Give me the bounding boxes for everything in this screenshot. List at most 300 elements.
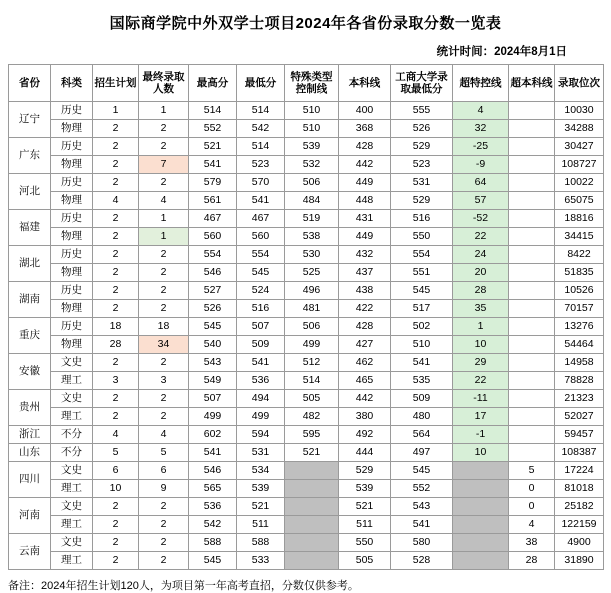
cell-rank: 65075	[555, 192, 604, 210]
cell-special-line: 538	[285, 228, 339, 246]
cell-undergrad-line: 505	[339, 552, 391, 570]
cell-university-min: 552	[391, 480, 453, 498]
cell-final-admitted: 18	[139, 318, 189, 336]
column-header-max-score: 最高分	[189, 65, 237, 102]
cell-rank: 25182	[555, 498, 604, 516]
cell-plan: 2	[93, 210, 139, 228]
cell-university-min: 480	[391, 408, 453, 426]
cell-above-special: 10	[453, 336, 509, 354]
cell-above-special: -11	[453, 390, 509, 408]
cell-undergrad-line: 539	[339, 480, 391, 498]
cell-special-line: 514	[285, 372, 339, 390]
cell-category: 文史	[51, 498, 93, 516]
cell-max-score: 554	[189, 246, 237, 264]
cell-province: 湖北	[9, 246, 51, 282]
cell-above-special	[453, 516, 509, 534]
cell-max-score: 542	[189, 516, 237, 534]
cell-plan: 2	[93, 390, 139, 408]
cell-final-admitted: 2	[139, 120, 189, 138]
cell-province: 山东	[9, 444, 51, 462]
cell-final-admitted: 9	[139, 480, 189, 498]
cell-max-score: 546	[189, 462, 237, 480]
cell-above-undergrad	[509, 444, 555, 462]
cell-above-undergrad: 0	[509, 498, 555, 516]
cell-max-score: 507	[189, 390, 237, 408]
cell-university-min: 550	[391, 228, 453, 246]
cell-above-special: -9	[453, 156, 509, 174]
cell-min-score: 539	[237, 480, 285, 498]
cell-category: 物理	[51, 228, 93, 246]
cell-max-score: 560	[189, 228, 237, 246]
cell-province: 云南	[9, 534, 51, 570]
cell-above-special: 32	[453, 120, 509, 138]
cell-final-admitted: 2	[139, 264, 189, 282]
cell-undergrad-line: 444	[339, 444, 391, 462]
cell-max-score: 514	[189, 102, 237, 120]
cell-final-admitted: 2	[139, 516, 189, 534]
cell-max-score: 527	[189, 282, 237, 300]
cell-undergrad-line: 427	[339, 336, 391, 354]
cell-category: 物理	[51, 120, 93, 138]
cell-special-line: 512	[285, 354, 339, 372]
cell-above-special: 22	[453, 228, 509, 246]
cell-max-score: 521	[189, 138, 237, 156]
cell-category: 物理	[51, 156, 93, 174]
cell-university-min: 554	[391, 246, 453, 264]
statistics-time: 统计时间：2024年8月1日	[436, 46, 567, 58]
cell-min-score: 570	[237, 174, 285, 192]
cell-university-min: 516	[391, 210, 453, 228]
cell-final-admitted: 6	[139, 462, 189, 480]
table-row	[9, 318, 604, 336]
cell-plan: 2	[93, 264, 139, 282]
cell-above-undergrad	[509, 300, 555, 318]
table-row	[9, 120, 604, 138]
cell-above-special	[453, 462, 509, 480]
cell-above-undergrad	[509, 408, 555, 426]
cell-rank: 108387	[555, 444, 604, 462]
table-body	[9, 102, 604, 570]
table-row	[9, 228, 604, 246]
cell-undergrad-line: 462	[339, 354, 391, 372]
cell-university-min: 523	[391, 156, 453, 174]
cell-above-undergrad	[509, 390, 555, 408]
table-row	[9, 462, 604, 480]
cell-special-line: 539	[285, 138, 339, 156]
table-row	[9, 192, 604, 210]
cell-min-score: 516	[237, 300, 285, 318]
cell-university-min: 531	[391, 174, 453, 192]
cell-category: 理工	[51, 552, 93, 570]
cell-undergrad-line: 431	[339, 210, 391, 228]
cell-above-undergrad: 0	[509, 480, 555, 498]
cell-min-score: 509	[237, 336, 285, 354]
cell-special-line	[285, 516, 339, 534]
cell-final-admitted: 7	[139, 156, 189, 174]
cell-rank: 31890	[555, 552, 604, 570]
cell-rank: 10022	[555, 174, 604, 192]
cell-province: 浙江	[9, 426, 51, 444]
cell-above-undergrad	[509, 246, 555, 264]
cell-final-admitted: 1	[139, 228, 189, 246]
table-row	[9, 552, 604, 570]
cell-max-score: 602	[189, 426, 237, 444]
cell-category: 理工	[51, 408, 93, 426]
cell-plan: 2	[93, 498, 139, 516]
table-row	[9, 498, 604, 516]
cell-above-undergrad	[509, 228, 555, 246]
cell-rank: 14958	[555, 354, 604, 372]
cell-min-score: 523	[237, 156, 285, 174]
page-title: 国际商学院中外双学士项目2024年各省份录取分数一览表	[109, 15, 502, 32]
cell-plan: 4	[93, 426, 139, 444]
cell-min-score: 521	[237, 498, 285, 516]
cell-province: 福建	[9, 210, 51, 246]
cell-min-score: 554	[237, 246, 285, 264]
cell-rank: 18816	[555, 210, 604, 228]
cell-category: 文史	[51, 534, 93, 552]
cell-above-special: 22	[453, 372, 509, 390]
cell-university-min: 502	[391, 318, 453, 336]
cell-special-line: 525	[285, 264, 339, 282]
cell-above-special: -52	[453, 210, 509, 228]
cell-rank: 30427	[555, 138, 604, 156]
cell-rank: 10030	[555, 102, 604, 120]
cell-above-special: 1	[453, 318, 509, 336]
cell-category: 历史	[51, 210, 93, 228]
cell-max-score: 565	[189, 480, 237, 498]
cell-max-score: 526	[189, 300, 237, 318]
cell-above-special: -1	[453, 426, 509, 444]
cell-category: 历史	[51, 318, 93, 336]
cell-category: 历史	[51, 138, 93, 156]
cell-final-admitted: 2	[139, 552, 189, 570]
cell-above-undergrad	[509, 210, 555, 228]
column-header-above-special: 超特控线	[453, 65, 509, 102]
column-header-plan: 招生计划	[93, 65, 139, 102]
cell-special-line: 510	[285, 102, 339, 120]
cell-special-line: 484	[285, 192, 339, 210]
cell-above-special: 64	[453, 174, 509, 192]
cell-max-score: 543	[189, 354, 237, 372]
cell-min-score: 560	[237, 228, 285, 246]
cell-university-min: 526	[391, 120, 453, 138]
cell-final-admitted: 2	[139, 390, 189, 408]
cell-above-special: 4	[453, 102, 509, 120]
column-header-undergrad-line: 本科线	[339, 65, 391, 102]
table-row	[9, 390, 604, 408]
cell-university-min: 541	[391, 516, 453, 534]
cell-rank: 81018	[555, 480, 604, 498]
cell-undergrad-line: 529	[339, 462, 391, 480]
cell-above-undergrad	[509, 336, 555, 354]
cell-plan: 1	[93, 102, 139, 120]
cell-province: 贵州	[9, 390, 51, 426]
column-header-province: 省份	[9, 65, 51, 102]
cell-plan: 2	[93, 300, 139, 318]
cell-above-special: 10	[453, 444, 509, 462]
cell-undergrad-line: 380	[339, 408, 391, 426]
cell-special-line	[285, 462, 339, 480]
cell-plan: 2	[93, 228, 139, 246]
cell-undergrad-line: 437	[339, 264, 391, 282]
table-header	[9, 65, 604, 102]
cell-special-line: 530	[285, 246, 339, 264]
cell-undergrad-line: 368	[339, 120, 391, 138]
cell-max-score: 561	[189, 192, 237, 210]
column-header-min-score: 最低分	[237, 65, 285, 102]
cell-special-line: 482	[285, 408, 339, 426]
cell-final-admitted: 2	[139, 498, 189, 516]
cell-category: 不分	[51, 444, 93, 462]
cell-plan: 6	[93, 462, 139, 480]
table-row	[9, 480, 604, 498]
table-row	[9, 264, 604, 282]
cell-undergrad-line: 432	[339, 246, 391, 264]
cell-above-undergrad	[509, 282, 555, 300]
cell-final-admitted: 3	[139, 372, 189, 390]
cell-province: 重庆	[9, 318, 51, 354]
cell-category: 物理	[51, 300, 93, 318]
cell-min-score: 541	[237, 354, 285, 372]
cell-min-score: 514	[237, 138, 285, 156]
cell-province: 湖南	[9, 282, 51, 318]
cell-final-admitted: 2	[139, 534, 189, 552]
cell-rank: 51835	[555, 264, 604, 282]
cell-above-undergrad	[509, 102, 555, 120]
cell-final-admitted: 2	[139, 408, 189, 426]
cell-special-line: 595	[285, 426, 339, 444]
cell-max-score: 545	[189, 552, 237, 570]
table-row	[9, 138, 604, 156]
cell-special-line: 505	[285, 390, 339, 408]
cell-above-special: -25	[453, 138, 509, 156]
cell-final-admitted: 2	[139, 354, 189, 372]
cell-min-score: 541	[237, 192, 285, 210]
cell-above-special	[453, 552, 509, 570]
cell-final-admitted: 2	[139, 138, 189, 156]
cell-max-score: 552	[189, 120, 237, 138]
cell-undergrad-line: 438	[339, 282, 391, 300]
cell-category: 文史	[51, 390, 93, 408]
cell-province: 河北	[9, 174, 51, 210]
cell-above-special: 29	[453, 354, 509, 372]
cell-category: 理工	[51, 516, 93, 534]
cell-special-line: 521	[285, 444, 339, 462]
cell-rank: 59457	[555, 426, 604, 444]
cell-university-min: 509	[391, 390, 453, 408]
cell-final-admitted: 2	[139, 282, 189, 300]
cell-plan: 10	[93, 480, 139, 498]
cell-min-score: 524	[237, 282, 285, 300]
cell-min-score: 514	[237, 102, 285, 120]
cell-special-line: 496	[285, 282, 339, 300]
cell-final-admitted: 5	[139, 444, 189, 462]
cell-plan: 2	[93, 174, 139, 192]
cell-category: 历史	[51, 282, 93, 300]
cell-rank: 4900	[555, 534, 604, 552]
table-row	[9, 102, 604, 120]
cell-rank: 13276	[555, 318, 604, 336]
cell-min-score: 507	[237, 318, 285, 336]
cell-province: 辽宁	[9, 102, 51, 138]
cell-above-special: 28	[453, 282, 509, 300]
cell-category: 物理	[51, 336, 93, 354]
cell-min-score: 533	[237, 552, 285, 570]
cell-university-min: 529	[391, 138, 453, 156]
cell-category: 物理	[51, 192, 93, 210]
cell-final-admitted: 2	[139, 300, 189, 318]
cell-undergrad-line: 448	[339, 192, 391, 210]
cell-max-score: 549	[189, 372, 237, 390]
cell-undergrad-line: 428	[339, 138, 391, 156]
cell-category: 文史	[51, 354, 93, 372]
cell-special-line	[285, 552, 339, 570]
cell-province: 安徽	[9, 354, 51, 390]
cell-above-special: 17	[453, 408, 509, 426]
cell-rank: 52027	[555, 408, 604, 426]
cell-university-min: 545	[391, 462, 453, 480]
cell-province: 河南	[9, 498, 51, 534]
cell-university-min: 545	[391, 282, 453, 300]
cell-undergrad-line: 428	[339, 318, 391, 336]
cell-above-undergrad	[509, 192, 555, 210]
cell-above-special: 57	[453, 192, 509, 210]
cell-max-score: 588	[189, 534, 237, 552]
table-row	[9, 300, 604, 318]
cell-final-admitted: 2	[139, 174, 189, 192]
cell-final-admitted: 1	[139, 210, 189, 228]
cell-undergrad-line: 511	[339, 516, 391, 534]
cell-max-score: 536	[189, 498, 237, 516]
cell-undergrad-line: 422	[339, 300, 391, 318]
column-header-final-admitted: 最终录取人数	[139, 65, 189, 102]
cell-max-score: 546	[189, 264, 237, 282]
cell-above-undergrad	[509, 264, 555, 282]
cell-special-line: 506	[285, 318, 339, 336]
cell-university-min: 580	[391, 534, 453, 552]
cell-rank: 8422	[555, 246, 604, 264]
table-row	[9, 534, 604, 552]
cell-rank: 78828	[555, 372, 604, 390]
table-row	[9, 444, 604, 462]
cell-rank: 70157	[555, 300, 604, 318]
cell-rank: 122159	[555, 516, 604, 534]
cell-university-min: 555	[391, 102, 453, 120]
cell-province: 四川	[9, 462, 51, 498]
cell-above-undergrad	[509, 138, 555, 156]
cell-above-undergrad	[509, 426, 555, 444]
cell-rank: 108727	[555, 156, 604, 174]
cell-undergrad-line: 400	[339, 102, 391, 120]
cell-special-line	[285, 480, 339, 498]
admission-scores-table	[8, 64, 604, 570]
cell-min-score: 594	[237, 426, 285, 444]
cell-special-line	[285, 498, 339, 516]
cell-plan: 2	[93, 246, 139, 264]
cell-min-score: 467	[237, 210, 285, 228]
cell-university-min: 517	[391, 300, 453, 318]
cell-above-undergrad: 5	[509, 462, 555, 480]
cell-university-min: 543	[391, 498, 453, 516]
cell-special-line: 499	[285, 336, 339, 354]
cell-special-line: 481	[285, 300, 339, 318]
cell-max-score: 499	[189, 408, 237, 426]
cell-undergrad-line: 492	[339, 426, 391, 444]
cell-min-score: 536	[237, 372, 285, 390]
cell-min-score: 534	[237, 462, 285, 480]
cell-above-undergrad	[509, 318, 555, 336]
cell-university-min: 564	[391, 426, 453, 444]
cell-category: 历史	[51, 246, 93, 264]
cell-rank: 34415	[555, 228, 604, 246]
table-row	[9, 174, 604, 192]
cell-above-undergrad: 38	[509, 534, 555, 552]
cell-plan: 2	[93, 282, 139, 300]
column-header-category: 科类	[51, 65, 93, 102]
cell-undergrad-line: 550	[339, 534, 391, 552]
cell-max-score: 545	[189, 318, 237, 336]
cell-university-min: 510	[391, 336, 453, 354]
cell-final-admitted: 4	[139, 192, 189, 210]
cell-above-undergrad: 4	[509, 516, 555, 534]
cell-min-score: 494	[237, 390, 285, 408]
cell-rank: 34288	[555, 120, 604, 138]
cell-above-special: 20	[453, 264, 509, 282]
cell-rank: 21323	[555, 390, 604, 408]
cell-final-admitted: 34	[139, 336, 189, 354]
cell-plan: 2	[93, 120, 139, 138]
cell-category: 物理	[51, 264, 93, 282]
cell-min-score: 542	[237, 120, 285, 138]
cell-category: 历史	[51, 102, 93, 120]
cell-above-special	[453, 480, 509, 498]
cell-plan: 18	[93, 318, 139, 336]
cell-plan: 2	[93, 552, 139, 570]
cell-final-admitted: 2	[139, 246, 189, 264]
cell-special-line	[285, 534, 339, 552]
cell-plan: 2	[93, 354, 139, 372]
cell-university-min: 529	[391, 192, 453, 210]
cell-plan: 3	[93, 372, 139, 390]
table-header-row	[9, 65, 604, 102]
cell-plan: 2	[93, 156, 139, 174]
cell-above-undergrad	[509, 174, 555, 192]
cell-min-score: 499	[237, 408, 285, 426]
cell-category: 理工	[51, 372, 93, 390]
cell-plan: 4	[93, 192, 139, 210]
cell-above-undergrad	[509, 372, 555, 390]
cell-plan: 2	[93, 534, 139, 552]
column-header-above-undergrad: 超本科线	[509, 65, 555, 102]
cell-undergrad-line: 442	[339, 156, 391, 174]
cell-min-score: 531	[237, 444, 285, 462]
cell-plan: 2	[93, 138, 139, 156]
cell-max-score: 467	[189, 210, 237, 228]
table-row	[9, 282, 604, 300]
cell-above-undergrad	[509, 156, 555, 174]
cell-final-admitted: 1	[139, 102, 189, 120]
cell-university-min: 541	[391, 354, 453, 372]
table-row	[9, 210, 604, 228]
cell-max-score: 579	[189, 174, 237, 192]
cell-above-special	[453, 498, 509, 516]
table-row	[9, 246, 604, 264]
cell-province: 广东	[9, 138, 51, 174]
cell-above-undergrad: 28	[509, 552, 555, 570]
table-row	[9, 426, 604, 444]
cell-special-line: 519	[285, 210, 339, 228]
